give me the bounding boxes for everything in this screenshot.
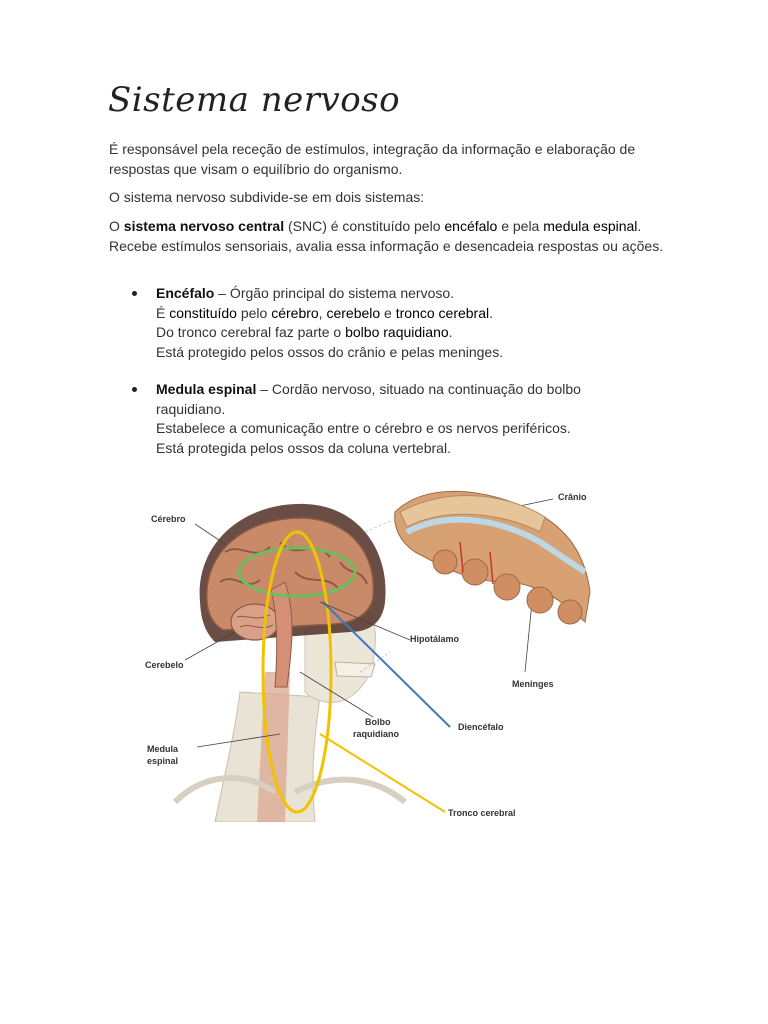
medula-term: medula espinal xyxy=(543,218,638,234)
label-medula-1: Medula xyxy=(147,744,179,754)
highlight: bolbo raquidiano xyxy=(345,324,449,340)
page-title: Sistema nervoso xyxy=(108,80,401,120)
snc-paragraph xyxy=(109,217,664,256)
snc-term: sistema nervoso central xyxy=(123,218,285,234)
text: É xyxy=(156,304,170,321)
bullet-line xyxy=(156,323,650,343)
text: , xyxy=(318,304,327,321)
label-tronco: Tronco cerebral xyxy=(448,808,516,818)
text: – Órgão principal do sistema nervoso. xyxy=(214,285,455,301)
text: e xyxy=(380,304,396,321)
highlight: tronco cerebral xyxy=(395,304,490,321)
bullet-line: Estabelece a comunicação entre o cérebro e os nervos periféricos. xyxy=(156,420,571,436)
bullet-term: Encéfalo xyxy=(156,285,215,301)
text: pelo xyxy=(236,304,272,321)
text: . xyxy=(489,304,494,321)
text: . xyxy=(448,324,453,340)
intro-paragraph: É responsável pela receção de estímulos, integração da informação e elaboração de respostas que visam o equilíbrio do organismo. xyxy=(109,141,636,177)
anatomy-illustration xyxy=(145,472,625,822)
text: – Cordão nervoso, situado na continuação do bolbo raquidiano. xyxy=(156,381,581,417)
bullet-medula xyxy=(130,380,650,458)
text: e pela xyxy=(497,218,544,234)
bullet-line xyxy=(156,304,650,324)
highlight: constituído xyxy=(169,304,237,321)
label-cranio: Crânio xyxy=(558,492,587,502)
nervous-system-figure xyxy=(145,472,625,822)
bullet-line: Está protegida pelos ossos da coluna vertebral. xyxy=(156,439,451,456)
text: Do tronco cerebral faz parte o xyxy=(156,324,346,340)
bullet-dot xyxy=(132,387,137,392)
label-cerebelo: Cerebelo xyxy=(145,660,184,670)
bullet-list xyxy=(130,284,650,458)
subdivision-paragraph: O sistema nervoso subdivide-se em dois sistemas: xyxy=(109,189,425,205)
highlight: cérebro xyxy=(271,304,319,321)
text: . Recebe estímulos sensoriais, avalia essa informação e desencadeia respostas ou ações. xyxy=(109,218,664,254)
label-bolbo-2: raquidiano xyxy=(353,729,400,739)
label-cerebro: Cérebro xyxy=(151,514,186,524)
bullet-dot xyxy=(132,291,137,296)
bullet-term: Medula espinal xyxy=(156,381,257,397)
label-meninges: Meninges xyxy=(512,679,554,689)
label-bolbo-1: Bolbo xyxy=(365,717,391,727)
cerebellum-shape xyxy=(231,604,279,640)
bullet-line xyxy=(156,380,650,419)
bullet-line xyxy=(156,284,650,304)
text: (SNC) é constituído pelo xyxy=(284,218,445,234)
bullet-line: Está protegido pelos ossos do crânio e pelas meninges. xyxy=(156,343,504,360)
label-diencefalo: Diencéfalo xyxy=(458,722,504,732)
label-hipotalamo: Hipotálamo xyxy=(410,634,460,644)
highlight: cerebelo xyxy=(326,304,381,321)
bullet-encefalo xyxy=(130,284,650,362)
encefalo-term: encéfalo xyxy=(444,218,498,234)
text: O xyxy=(109,218,124,234)
label-medula-2: espinal xyxy=(147,756,179,766)
